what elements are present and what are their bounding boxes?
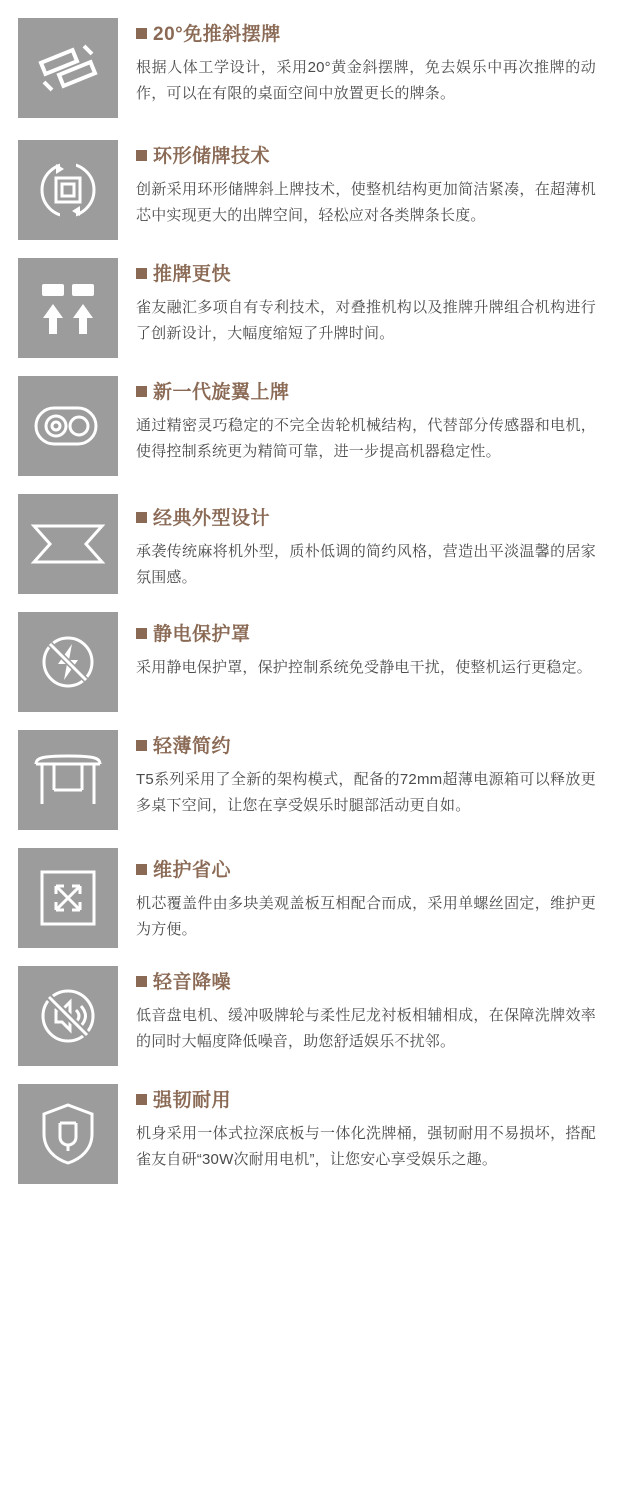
feature-title-text: 轻音降噪 — [153, 972, 232, 993]
tilted-tile-rack-icon — [18, 18, 118, 118]
feature-title — [136, 1090, 596, 1113]
bullet-marker-icon — [136, 386, 147, 397]
feature-title-text: 静电保护罩 — [153, 624, 251, 645]
feature-description: 通过精密灵巧稳定的不完全齿轮机械结构，代替部分传感器和电机，使得控制系统更为精简可靠，进一步提高机器稳定性。 — [136, 416, 596, 461]
feature-item — [18, 140, 596, 240]
feature-text — [136, 18, 596, 108]
feature-item — [18, 494, 596, 594]
bullet-marker-icon — [136, 740, 147, 751]
feature-title-text: 轻薄简约 — [153, 736, 232, 757]
feature-text — [136, 730, 596, 820]
feature-item — [18, 612, 596, 712]
anti-static-shield-icon — [18, 612, 118, 712]
feature-text — [136, 258, 596, 348]
feature-description: T5系列采用了全新的架构模式，配备的72mm超薄电源箱可以释放更多桌下空间，让您在享受娱乐时腿部活动更自如。 — [136, 770, 596, 815]
feature-item — [18, 18, 596, 118]
bullet-marker-icon — [136, 976, 147, 987]
feature-title-text: 强韧耐用 — [153, 1090, 232, 1111]
feature-item — [18, 376, 596, 476]
bullet-marker-icon — [136, 628, 147, 639]
feature-description: 创新采用环形储牌斜上牌技术，使整机结构更加简洁紧凑，在超薄机芯中实现更大的出牌空间，轻松应对各类牌条长度。 — [136, 180, 596, 225]
feature-title-text: 新一代旋翼上牌 — [153, 382, 290, 403]
mute-speaker-icon — [18, 966, 118, 1066]
classic-table-shape-icon — [18, 494, 118, 594]
feature-item — [18, 966, 596, 1066]
feature-description: 雀友融汇多项自有专利技术，对叠推机构以及推牌升牌组合机构进行了创新设计，大幅度缩短了升牌时间。 — [136, 298, 596, 343]
feature-item — [18, 848, 596, 948]
feature-title — [136, 146, 596, 169]
feature-title — [136, 736, 596, 759]
feature-text — [136, 376, 596, 466]
feature-description: 机身采用一体式拉深底板与一体化洗牌桶，强韧耐用不易损坏，搭配雀友自研“30W次耐用电机”，让您安心享受娱乐之趣。 — [136, 1124, 596, 1169]
rotor-gear-icon — [18, 376, 118, 476]
circular-tile-storage-icon — [18, 140, 118, 240]
feature-text — [136, 612, 596, 681]
feature-description: 机芯覆盖件由多块美观盖板互相配合而成，采用单螺丝固定，维护更为方便。 — [136, 894, 596, 939]
feature-text — [136, 140, 596, 230]
feature-title-text: 经典外型设计 — [153, 508, 271, 529]
bullet-marker-icon — [136, 864, 147, 875]
feature-item — [18, 1084, 596, 1184]
easy-maintenance-expand-icon — [18, 848, 118, 948]
bullet-marker-icon — [136, 268, 147, 279]
bullet-marker-icon — [136, 512, 147, 523]
durable-shield-icon — [18, 1084, 118, 1184]
bullet-marker-icon — [136, 1094, 147, 1105]
feature-title-text: 20°免推斜摆牌 — [153, 24, 281, 45]
feature-title-text: 推牌更快 — [153, 264, 232, 285]
slim-table-icon — [18, 730, 118, 830]
faster-push-arrows-icon — [18, 258, 118, 358]
feature-item — [18, 258, 596, 358]
bullet-marker-icon — [136, 28, 147, 39]
feature-title-text: 维护省心 — [153, 860, 232, 881]
feature-title — [136, 382, 596, 405]
feature-description: 根据人体工学设计，采用20°黄金斜摆牌，免去娱乐中再次推牌的动作，可以在有限的桌面空间中放置更长的牌条。 — [136, 58, 596, 103]
bullet-marker-icon — [136, 150, 147, 161]
feature-description: 承袭传统麻将机外型，质朴低调的简约风格，营造出平淡温馨的居家氛围感。 — [136, 542, 596, 587]
feature-item — [18, 730, 596, 830]
feature-title — [136, 624, 596, 647]
feature-text — [136, 494, 596, 592]
feature-title — [136, 972, 596, 995]
feature-title — [136, 860, 596, 883]
feature-text — [136, 966, 596, 1056]
feature-description: 低音盘电机、缓冲吸牌轮与柔性尼龙衬板相辅相成，在保障洗牌效率的同时大幅度降低噪音，助您舒适娱乐不扰邻。 — [136, 1006, 596, 1051]
feature-description: 采用静电保护罩，保护控制系统免受静电干扰，使整机运行更稳定。 — [136, 658, 593, 676]
feature-text — [136, 848, 596, 944]
feature-title — [136, 24, 596, 47]
feature-title — [136, 264, 596, 287]
feature-title-text: 环形储牌技术 — [153, 146, 271, 167]
feature-text — [136, 1084, 596, 1174]
feature-title — [136, 508, 596, 531]
